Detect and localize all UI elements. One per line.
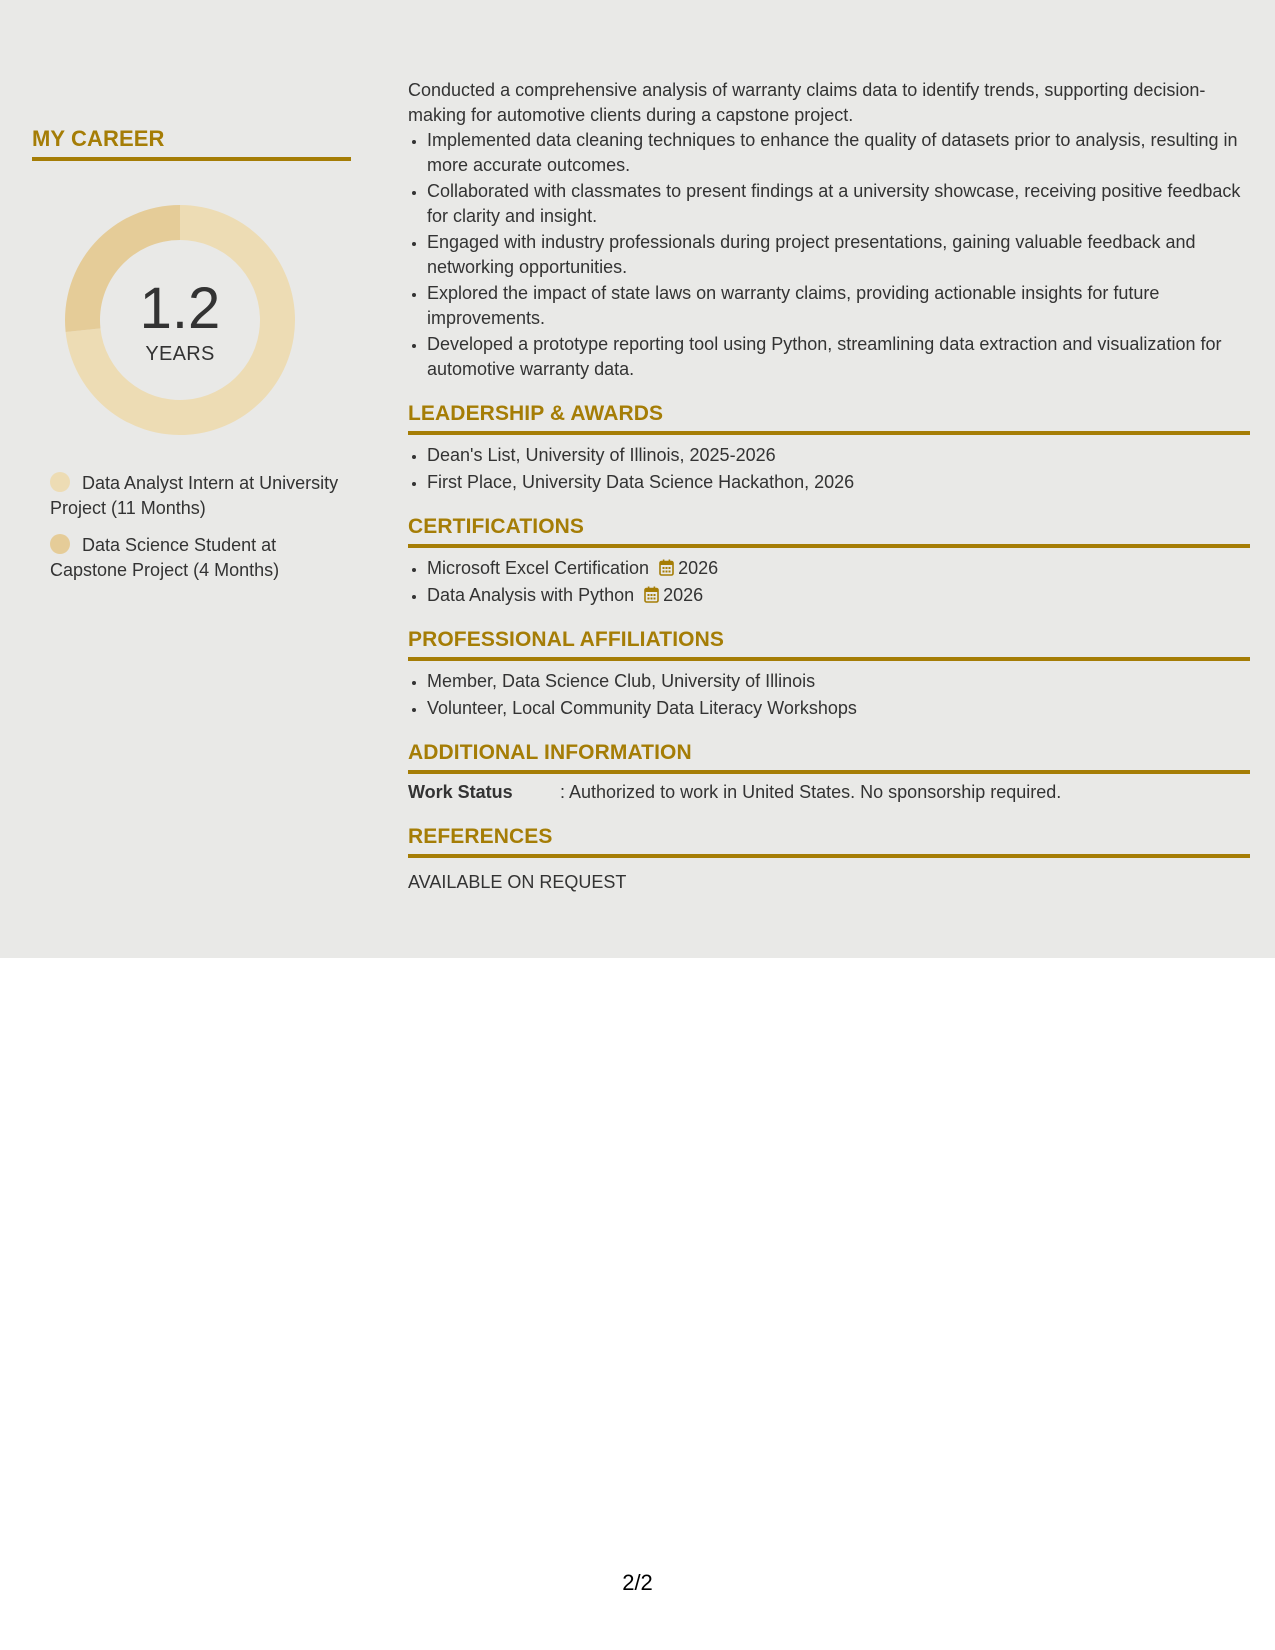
certification-year: 2026 <box>663 585 704 605</box>
certifications-section <box>408 515 1250 608</box>
career-title: MY CAREER <box>32 126 351 161</box>
career-total-unit: YEARS <box>145 343 215 365</box>
list-item: • Developed a prototype reporting tool using Python, streamlining data extraction and visualization for automotive warranty data. <box>427 332 1250 382</box>
career-total-value: 1.2 <box>139 276 221 341</box>
list-item <box>427 556 1250 581</box>
list-item: • Volunteer, Local Community Data Literacy Workshops <box>427 696 1250 721</box>
additional-info-title: ADDITIONAL INFORMATION <box>408 741 1250 774</box>
legend-item <box>50 533 340 583</box>
certifications-list <box>408 556 1250 608</box>
affiliations-list <box>408 669 1250 721</box>
certification-name: Microsoft Excel Certification <box>427 558 650 578</box>
certifications-title: CERTIFICATIONS <box>408 515 1250 548</box>
list-item <box>427 583 1250 608</box>
experience-bullets <box>408 128 1250 382</box>
certification-name: Data Analysis with Python <box>427 585 635 605</box>
certification-year: 2026 <box>678 558 719 578</box>
list-item: • First Place, University Data Science Hackathon, 2026 <box>427 470 1250 495</box>
right-column <box>408 78 1250 895</box>
calendar-icon <box>644 586 659 603</box>
references-title: REFERENCES <box>408 825 1250 858</box>
career-legend <box>50 471 351 583</box>
references-section <box>408 825 1250 895</box>
legend-item <box>50 471 340 521</box>
leadership-section <box>408 402 1250 495</box>
affiliations-section <box>408 628 1250 721</box>
experience-intro: Conducted a comprehensive analysis of warranty claims data to identify trends, supporting decision-making for automotive clients during a capstone project. <box>408 80 1206 125</box>
legend-dot-icon <box>50 472 70 492</box>
list-item: • Implemented data cleaning techniques to enhance the quality of datasets prior to analysis, resulting in more accurate outcomes. <box>427 128 1250 178</box>
left-column <box>32 126 351 595</box>
legend-label: Data Analyst Intern at University Project (11 Months) <box>50 473 339 518</box>
career-donut-chart <box>65 205 295 435</box>
affiliations-title: PROFESSIONAL AFFILIATIONS <box>408 628 1250 661</box>
list-item: • Member, Data Science Club, University of Illinois <box>427 669 1250 694</box>
additional-info-section <box>408 741 1250 805</box>
work-status-label: Work Status <box>408 782 513 802</box>
list-item: • Collaborated with classmates to present findings at a university showcase, receiving positive feedback for clarity and insight. <box>427 179 1250 229</box>
list-item: • Dean's List, University of Illinois, 2025-2026 <box>427 443 1250 468</box>
leadership-title: LEADERSHIP & AWARDS <box>408 402 1250 435</box>
references-text: AVAILABLE ON REQUEST <box>408 872 627 892</box>
calendar-icon <box>659 559 674 576</box>
work-status-value: : Authorized to work in United States. No sponsorship required. <box>560 782 1062 802</box>
legend-dot-icon <box>50 534 70 554</box>
list-item: • Engaged with industry professionals during project presentations, gaining valuable feedback and networking opportunities. <box>427 230 1250 280</box>
list-item: • Explored the impact of state laws on warranty claims, providing actionable insights for future improvements. <box>427 281 1250 331</box>
legend-label: Data Science Student at Capstone Project (4 Months) <box>50 535 280 580</box>
leadership-list <box>408 443 1250 495</box>
page-number: 2/2 <box>622 1570 653 1595</box>
work-status-row <box>408 780 1250 805</box>
